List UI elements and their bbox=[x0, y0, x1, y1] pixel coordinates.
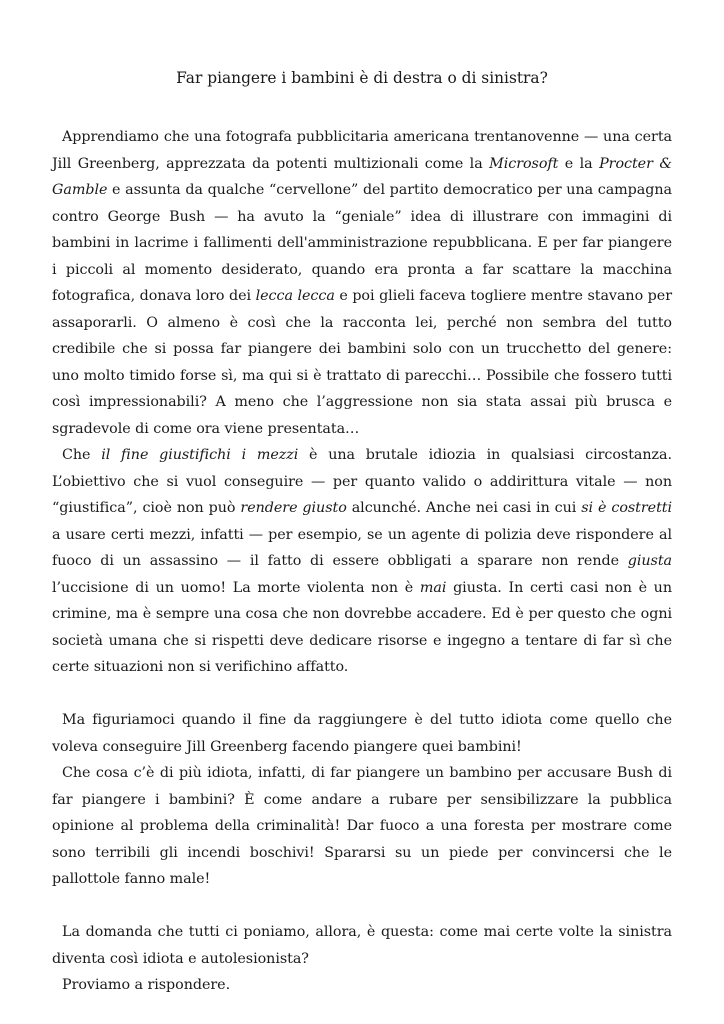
italic-text: Procter & Gamble bbox=[52, 155, 672, 198]
page-title: Far piangere i bambini è di destra o di sinistra? bbox=[176, 69, 548, 87]
paragraph-text: è una brutale idiozia in qualsiasi circostanza. L’obiettivo che si vuol conseguire — per quanto valido o addirittura vitale — non “giustifica”, cioè non può bbox=[52, 447, 672, 516]
italic-text: mai bbox=[419, 579, 447, 596]
paragraph-text: Proviamo a rispondere. bbox=[62, 977, 231, 993]
paragraph-text: e la bbox=[558, 155, 600, 172]
paragraph bbox=[52, 124, 672, 442]
paragraph bbox=[52, 442, 672, 681]
paragraph-text: e assunta da qualche “cervellone” del partito democratico per una campagna contro George Bush — ha avuto la “geniale” idea di illustrare con immagini di bambini in lacrime i fallimenti dell'amministrazione repubblicana. E per far piangere i piccoli al momento desiderato, quando era pronta a far scattare la macchina fotografica, donava loro dei bbox=[52, 182, 672, 304]
paragraph-text: Che bbox=[62, 447, 102, 463]
paragraph bbox=[52, 919, 672, 972]
paragraph-text: e poi glieli faceva togliere mentre stavano per assaporarli. O almeno è così che la racconta lei, perché non sembra del tutto credibile che si possa far piangere dei bambini solo con un trucchetto del genere: uno molto timido forse sì, ma qui si è trattato di parecchi… Possibile che fossero tutti così impressionabili? A meno che l’aggressione non sia stata assai più brusca e sgradevole di come ora viene presentata… bbox=[52, 288, 672, 437]
italic-text: il fine giustifichi i mezzi bbox=[101, 447, 299, 463]
paragraph-text: Ma figuriamoci quando il fine da raggiungere è del tutto idiota come quello che voleva conseguire Jill Greenberg facendo piangere quei bambini! bbox=[52, 712, 672, 755]
paragraph bbox=[52, 760, 672, 893]
article-body bbox=[52, 124, 672, 999]
paragraph-text: giusta. In certi casi non è un crimine, ma è sempre una cosa che non dovrebbe accadere. Ed è per questo che ogni società umana che si rispetti deve dedicare risorse e ingegno a tentare di far sì che certe situazioni non si verifichino affatto. bbox=[52, 579, 672, 675]
paragraph bbox=[52, 707, 672, 760]
italic-text: Microsoft bbox=[489, 155, 559, 172]
italic-text: si è costretti bbox=[581, 500, 672, 516]
italic-text: giusta bbox=[627, 553, 672, 569]
paragraph-text: a usare certi mezzi, infatti — per esempio, se un agente di polizia deve rispondere al fuoco di un assassino — il fatto di essere obbligati a sparare non rende bbox=[52, 526, 672, 569]
paragraph bbox=[52, 972, 672, 999]
paragraph-text: Che cosa c’è di più idiota, infatti, di far piangere un bambino per accusare Bush di far piangere i bambini? È come andare a rubare per sensibilizzare la pubblica opinione al problema della criminalità! Dar fuoco a una foresta per mostrare come sono terribili gli incendi boschivi! Spararsi su un piede per convincersi che le pallottole fanno male! bbox=[52, 765, 672, 887]
italic-text: lecca lecca bbox=[255, 288, 335, 304]
paragraph-text: alcunché. Anche nei casi in cui bbox=[346, 500, 582, 516]
paragraph-text: Apprendiamo che una fotografa pubblicitaria americana trentanovenne — una certa Jill Greenberg, apprezzata da potenti multizionali come la bbox=[52, 129, 672, 172]
paragraph-text: La domanda che tutti ci poniamo, allora, è questa: come mai certe volte la sinistra diventa così idiota e autolesionista? bbox=[52, 924, 672, 967]
paragraph-text: l’uccisione di un uomo! La morte violenta non è bbox=[52, 579, 420, 596]
italic-text: rendere giusto bbox=[240, 500, 347, 516]
